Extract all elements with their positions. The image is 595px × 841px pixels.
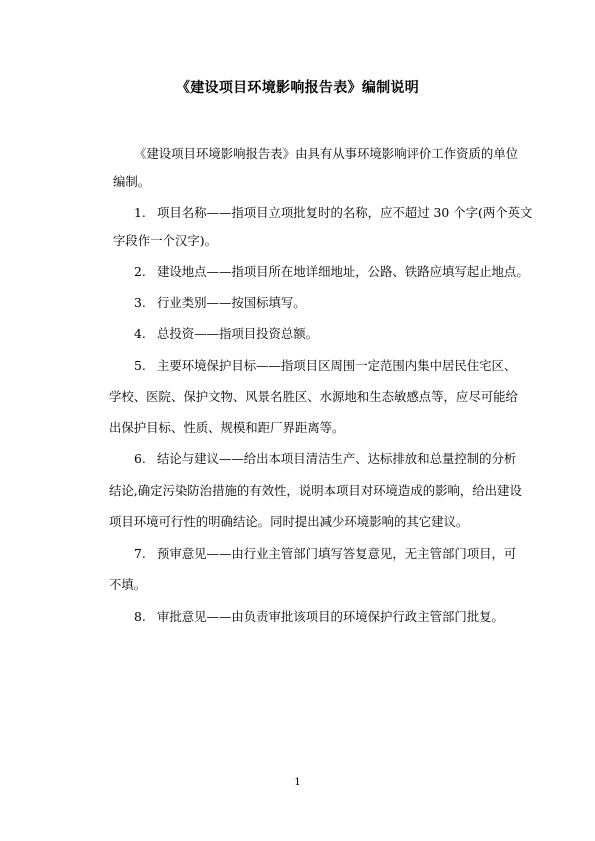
list-item-text: 审批意见——由负责审批该项目的环境保护行政主管部门批复。 bbox=[157, 609, 504, 624]
list-item-6 bbox=[134, 445, 516, 473]
list-item-2 bbox=[134, 258, 529, 286]
list-item-8 bbox=[134, 603, 504, 631]
list-item-text: 预审意见——由行业主管部门填写答复意见，无主管部门项目，可 bbox=[157, 546, 517, 561]
list-item-7-continuation: 不填。 bbox=[109, 577, 147, 592]
list-item-number: 8. bbox=[134, 609, 146, 624]
list-item-number: 1. bbox=[134, 205, 146, 220]
page-number: 1 bbox=[294, 777, 301, 788]
list-item-6-continuation-1: 结论,确定污染防治措施的有效性，说明本项目对环境造成的影响，给出建设 bbox=[109, 483, 522, 498]
list-item-number: 6. bbox=[134, 451, 146, 466]
list-item-7 bbox=[134, 540, 516, 568]
list-item-number: 3. bbox=[134, 295, 146, 310]
list-item-3 bbox=[134, 289, 306, 317]
list-item-1-continuation: 字段作一个汉字)。 bbox=[113, 233, 217, 248]
list-item-5-continuation-1: 学校、医院、保护文物、风景名胜区、水源地和生态敏感点等，应尽可能给 bbox=[109, 389, 518, 404]
list-item-text: 行业类别——按国标填写。 bbox=[157, 295, 306, 310]
list-item-number: 5. bbox=[134, 358, 146, 373]
page-title: 《建设项目环境影响报告表》编制说明 bbox=[175, 80, 420, 96]
list-item-4 bbox=[134, 320, 318, 348]
list-item-6-continuation-2: 项目环境可行性的明确结论。同时提出减少环境影响的其它建议。 bbox=[109, 514, 469, 529]
list-item-1 bbox=[134, 199, 532, 227]
list-item-text: 主要环境保护目标——指项目区周围一定范围内集中居民住宅区、 bbox=[157, 358, 517, 373]
list-item-5-continuation-2: 出保护目标、性质、规模和距厂界距离等。 bbox=[109, 420, 345, 435]
list-item-number: 2. bbox=[134, 264, 146, 279]
list-item-number: 4. bbox=[134, 326, 146, 341]
intro-line-1: 《建设项目环境影响报告表》由具有从事环境影响评价工作资质的单位 bbox=[134, 146, 519, 161]
list-item-text: 建设地点——指项目所在地详细地址，公路、铁路应填写起止地点。 bbox=[157, 264, 529, 279]
list-item-text: 项目名称——指项目立项批复时的名称，应不超过 30 个字(两个英文 bbox=[157, 205, 533, 220]
list-item-5 bbox=[134, 352, 516, 380]
list-item-text: 结论与建议——给出本项目清洁生产、达标排放和总量控制的分析 bbox=[157, 451, 517, 466]
list-item-text: 总投资——指项目投资总额。 bbox=[157, 326, 319, 341]
list-item-number: 7. bbox=[134, 546, 146, 561]
intro-line-2: 编制。 bbox=[113, 174, 151, 189]
